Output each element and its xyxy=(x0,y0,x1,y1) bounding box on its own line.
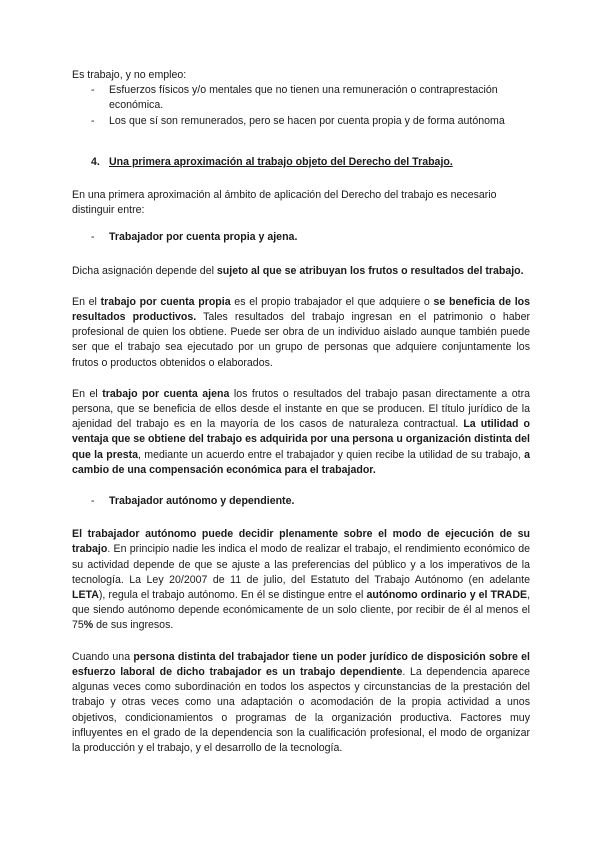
intro-line: Es trabajo, y no empleo: xyxy=(72,69,187,81)
list-item: - Esfuerzos físicos y/o mentales que no tienen una remuneración o contraprestación económica. xyxy=(91,84,498,112)
section-title: Una primera aproximación al trabajo objeto del Derecho del Trabajo. xyxy=(109,155,453,168)
paragraph-dependiente: Cuando una persona distinta del trabajador tiene un poder jurídico de disposición sobre el esfuerzo laboral de dicho trabajador es un trabajo dependiente. La dependencia aparece algunas veces como subordinación en todos los aspectos y circunstancias de la prestación del trabajo y otras veces como una adaptación o acomodación de la propia actividad a unos objetivos, condicionamientos o programas de la organización productiva. Factores muy influyentes en el grado de la dependencia son la cualificación profesional, el modo de organizar la producción y el trabajo, y el desarrollo de la tecnología. xyxy=(72,650,530,754)
paragraph-cuenta-propia: En el trabajo por cuenta propia es el propio trabajador el que adquiere o se beneficia de los resultados productivos. Tales resultados del trabajo ingresan en el patrimonio o haber profesional de quien los obtiene. Puede ser obra de un individuo aislado aunque también puede ser que el trabajo sea ejecutado por un grupo de personas que adquiere conjuntamente los frutos o productos obtenidos o elaborados. xyxy=(72,295,531,369)
paragraph-intro-scope: En una primera aproximación al ámbito de aplicación del Derecho del trabajo es necesario distinguir entre: xyxy=(72,189,497,217)
list-item: - Los que sí son remunerados, pero se hacen por cuenta propia y de forma autónoma xyxy=(91,114,505,127)
section-number: 4. xyxy=(91,155,100,168)
subheading-cuenta-propia-ajena: - Trabajador por cuenta propia y ajena. xyxy=(91,231,298,244)
paragraph-cuenta-ajena: En el trabajo por cuenta ajena los frutos o resultados del trabajo pasan directamente a otra persona, que se beneficia de ellos desde el instante en que se producen. El título jurídico de la ajenidad del trabajo es en la mayoría de los casos de naturaleza contractual. La utilidad o ventaja que se obtiene del trabajo es adquirida por una persona u organización distinta del que la presta, mediante un acuerdo entre el trabajador y quien recibe la utilidad de su trabajo, a cambio de una compensación económica para el trabajador. xyxy=(72,387,530,476)
subheading-autonomo-dependiente: - Trabajador autónomo y dependiente. xyxy=(91,495,295,508)
paragraph-autonomo: El trabajador autónomo puede decidir plenamente sobre el modo de ejecución de su trabajo. En principio nadie les indica el modo de realizar el trabajo, el rendimiento económico de su actividad depende de que se ajuste a las preferencias del público y a los imperativos de la tecnología. La Ley 20/2007 de 11 de julio, del Estatuto del Trabajo Autónomo (en adelante LETA), regula el trabajo autónomo. En él se distingue entre el autónomo ordinario y el TRADE, que siendo autónomo depende económicamente de un solo cliente, por recibir de él al menos el 75% de sus ingresos. xyxy=(72,528,531,632)
section-heading xyxy=(72,155,530,170)
paragraph-asignacion: Dicha asignación depende del sujeto al que se atribuyan los frutos o resultados del trabajo. xyxy=(72,264,524,277)
not-work-list xyxy=(72,83,530,129)
